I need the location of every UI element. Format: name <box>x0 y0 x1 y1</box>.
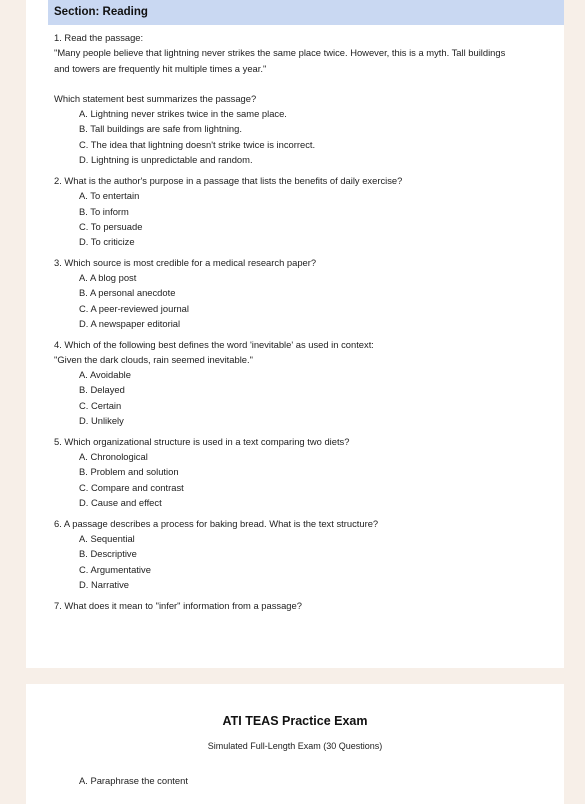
cut-off-option: A. Paraphrase the content <box>79 775 188 786</box>
q4-option-b[interactable]: B. Delayed <box>79 384 125 395</box>
q4-option-a[interactable]: A. Avoidable <box>79 369 131 380</box>
exam-subtitle: Simulated Full-Length Exam (30 Questions) <box>207 741 383 751</box>
q6-option-d[interactable]: D. Narrative <box>79 579 130 590</box>
q1-option-a[interactable]: A. Lightning never strikes twice in the same place. <box>79 108 287 119</box>
q3-option-a[interactable]: A. A blog post <box>79 272 137 283</box>
exam-title: ATI TEAS Practice Exam <box>222 714 368 728</box>
q1-intro: 1. Read the passage: <box>54 32 144 43</box>
q4-option-d[interactable]: D. Unlikely <box>79 415 124 426</box>
q2-option-a[interactable]: A. To entertain <box>79 190 140 201</box>
q1-passage-line-1: "Many people believe that lightning never strikes the same place twice. However, this is a myth. Tall buildings <box>54 47 506 58</box>
q7-prompt: 7. What does it mean to "infer" information from a passage? <box>54 600 302 611</box>
q1-option-d[interactable]: D. Lightning is unpredictable and random. <box>79 154 253 165</box>
q2-option-d[interactable]: D. To criticize <box>79 236 135 247</box>
q4-prompt: 4. Which of the following best defines the word 'inevitable' as used in context: <box>54 339 374 350</box>
q2-prompt: 2. What is the author's purpose in a passage that lists the benefits of daily exercise? <box>54 175 403 186</box>
q1-prompt: Which statement best summarizes the passage? <box>54 93 257 104</box>
exam-page-1 <box>26 0 564 668</box>
q2-option-c[interactable]: C. To persuade <box>79 221 143 232</box>
section-title: Section: Reading <box>54 6 148 18</box>
q6-option-c[interactable]: C. Argumentative <box>79 564 151 575</box>
q5-option-d[interactable]: D. Cause and effect <box>79 497 162 508</box>
q1-passage-line-2: and towers are frequently hit multiple times a year." <box>54 63 267 74</box>
q6-option-b[interactable]: B. Descriptive <box>79 548 137 559</box>
q3-option-b[interactable]: B. A personal anecdote <box>79 287 176 298</box>
exam-page-2 <box>26 684 564 804</box>
q5-prompt: 5. Which organizational structure is used in a text comparing two diets? <box>54 436 350 447</box>
q1-option-c[interactable]: C. The idea that lightning doesn't strike twice is incorrect. <box>79 139 316 150</box>
q6-option-a[interactable]: A. Sequential <box>79 533 135 544</box>
q2-option-b[interactable]: B. To inform <box>79 206 129 217</box>
q6-prompt: 6. A passage describes a process for baking bread. What is the text structure? <box>54 518 379 529</box>
q5-option-b[interactable]: B. Problem and solution <box>79 466 179 477</box>
q5-option-c[interactable]: C. Compare and contrast <box>79 482 184 493</box>
q3-option-c[interactable]: C. A peer-reviewed journal <box>79 303 189 314</box>
q3-option-d[interactable]: D. A newspaper editorial <box>79 318 181 329</box>
q3-prompt: 3. Which source is most credible for a medical research paper? <box>54 257 317 268</box>
q5-option-a[interactable]: A. Chronological <box>79 451 148 462</box>
q4-option-c[interactable]: C. Certain <box>79 400 122 411</box>
q4-context: "Given the dark clouds, rain seemed inevitable." <box>54 354 253 365</box>
q1-option-b[interactable]: B. Tall buildings are safe from lightning. <box>79 123 242 134</box>
